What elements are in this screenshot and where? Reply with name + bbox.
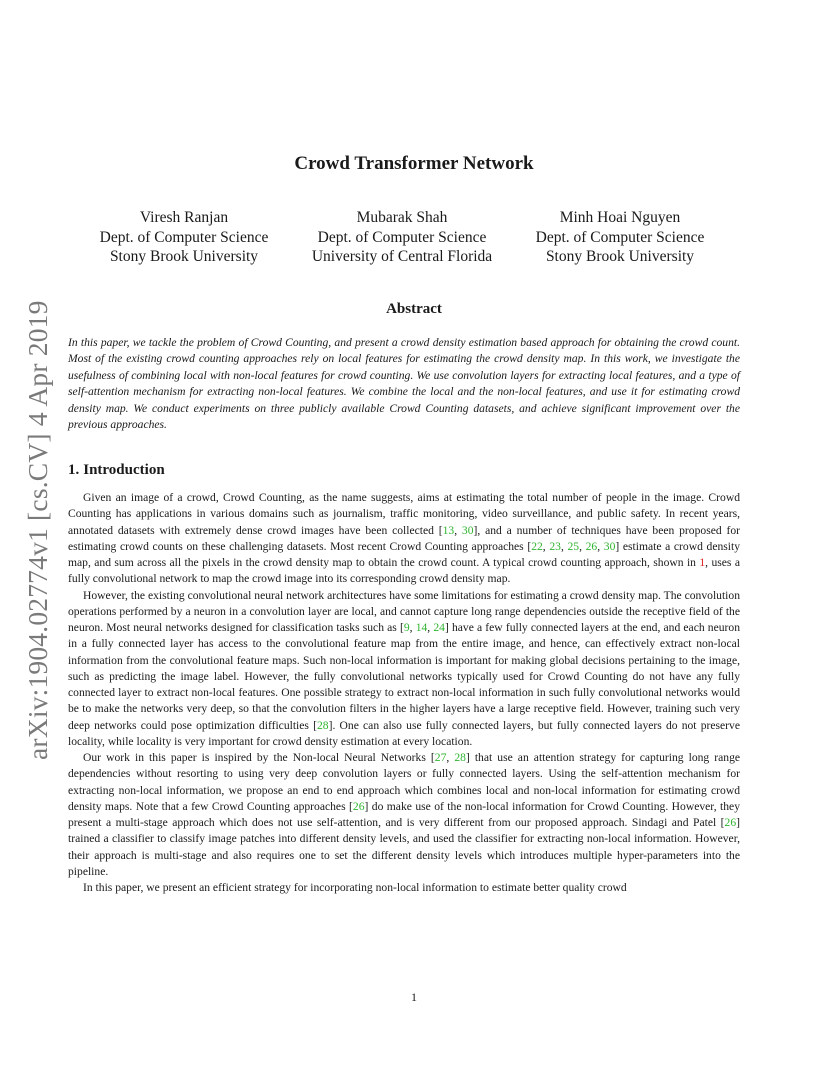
section-number: 1. (68, 462, 80, 478)
text-run: , uses a fully convolutional network to map the crowd image into its corresponding crowd density map. (68, 556, 740, 586)
author-name: Mubarak Shah (356, 209, 448, 226)
citation-link[interactable]: 26 (585, 539, 598, 553)
paragraph-3 (68, 750, 740, 880)
citation-link[interactable]: 9 (403, 621, 410, 634)
citation-link[interactable]: 23 (549, 539, 561, 553)
arxiv-identifier: arXiv:1904.02774v1 [cs.CV] 4 Apr 2019 (22, 300, 53, 760)
author-3 (504, 208, 736, 267)
text-run: , (560, 539, 568, 553)
paper-title: Crowd Transformer Network (294, 153, 534, 174)
text-run: , (597, 539, 604, 553)
text-run: ] estimate a crowd density map, and sum across all the pixels in the crowd density map to obtain the crowd count. A typical crowd counting approach, shown in (68, 539, 741, 569)
author-2 (286, 208, 518, 267)
paragraph-1 (68, 490, 740, 588)
citation-link[interactable]: 30 (603, 539, 616, 553)
citation-link[interactable]: 25 (567, 539, 580, 553)
author-dept: Dept. of Computer Science (535, 228, 705, 246)
text-run: , (409, 621, 416, 634)
citation-link[interactable]: 27 (434, 751, 447, 764)
introduction-body (68, 490, 740, 896)
text-run: However, the existing convolutional neural network architectures have some limitations for estimating a crowd density map. The convolution operations performed by a neuron in a convolution layer are local, and cannot capture long range dependencies outside the receptive field of the neuron. Most neural networks designed for classification tasks such as [ (68, 588, 740, 634)
text-run: ] have a few fully connected layers at the end, and each neuron in a fully connected layer has access to the convolutional feature map from the entire image, and hence, can effectively extract non-local information from the convolutional feature maps. Such non-local information is important for making global decisions pertaining to the image, such as predicting the image label. However, the fully convolutional networks typically used for Crowd Counting do not have any fully connected layer to extract non-local features. One possible strategy to extract non-local information in such fully convolutional networks would be to make the networks very deep, so that the convolution filters in the higher layers have a large receptive field. However, training such very deep networks could pose optimization difficulties [ (68, 621, 741, 732)
citation-link[interactable]: 26 (352, 799, 365, 813)
author-affiliation: Stony Brook University (109, 248, 259, 265)
text-run: , (446, 751, 455, 764)
citation-link[interactable]: 22 (531, 539, 543, 553)
author-dept: Dept. of Computer Science (317, 228, 487, 246)
paragraph-4 (68, 880, 740, 896)
page-number: 1 (411, 990, 417, 1004)
text-run: , (427, 621, 434, 634)
citation-link[interactable]: 28 (454, 751, 466, 764)
text-run: ], and a number of techniques have been proposed for estimating crowd counts on these challenging datasets. Most recent Crowd Counting approaches [ (68, 523, 740, 553)
section-heading (68, 462, 169, 479)
author-dept: Dept. of Computer Science (99, 228, 269, 246)
text-run: , (542, 539, 550, 553)
text-run: In this paper, we present an efficient strategy for incorporating non-local information to estimate better quality crowd (83, 881, 627, 894)
text-run: ] do make use of the non-local information for Crowd Counting. However, they present a multi-stage approach which does not use self-attention, and is very different from our proposed approach. Sindagi and Patel [ (68, 799, 740, 829)
text-run: , (579, 539, 586, 553)
citation-link[interactable]: 13 (442, 523, 455, 537)
citation-link[interactable]: 28 (316, 718, 329, 732)
citation-link[interactable]: 30 (461, 523, 474, 537)
figure-ref-link[interactable]: 1 (699, 556, 706, 569)
text-run: , (454, 523, 462, 537)
author-affiliation: University of Central Florida (311, 248, 493, 265)
citation-link[interactable]: 26 (724, 816, 737, 829)
text-run: Given an image of a crowd, Crowd Counting, as the name suggests, aims at estimating the total number of people in the image. Crowd Counting has applications in various domains such as journalism, traffic monitoring, video surveillance, and public safety. In recent years, annotated datasets with extremely dense crowd images have been collected [ (68, 491, 740, 537)
text-run: ] trained a classifier to classify image patches into different density levels, and used the classifier for extracting non-local information. However, their approach is multi-stage and also requires one to set the different density levels which introduces multiple hyper-parameters into the pipeline. (68, 816, 740, 878)
author-name: Viresh Ranjan (139, 209, 229, 226)
author-name: Minh Hoai Nguyen (559, 209, 681, 226)
citation-link[interactable]: 14 (415, 621, 428, 634)
abstract-heading: Abstract (386, 301, 442, 317)
author-affiliation: Stony Brook University (545, 248, 695, 265)
abstract-text: In this paper, we tackle the problem of Crowd Counting, and present a crowd density estimation based approach for obtaining the crowd count. Most of the existing crowd counting approaches rely on local features for estimating the crowd density map. In this work, we investigate the usefulness of combining local with non-local features for crowd counting. We use convolution layers for extracting local features, and a type of self-attention mechanism for extracting non-local features. We combine the local and the non-local features, and use it for estimating crowd density map. We conduct experiments on three publicly available Crowd Counting datasets, and achieve significant improvement over the previous approaches. (68, 336, 740, 432)
text-run: Our work in this paper is inspired by the Non-local Neural Networks [ (83, 751, 435, 764)
text-run: ] that use an attention strategy for capturing long range dependencies without resorting to using very deep convolution layers or fully connected layers. Using the self-attention mechanism for extracting non-local information, we propose an end to end approach which combines local and non-local information for estimating crowd density maps. Note that a few Crowd Counting approaches [ (68, 751, 741, 813)
text-run: ]. One can also use fully connected layers, but fully connected layers do not preserve locality, while locality is very important for crowd density estimation at every location. (68, 718, 740, 748)
section-title: Introduction (83, 462, 165, 478)
paragraph-2 (68, 588, 740, 751)
citation-link[interactable]: 24 (433, 621, 445, 634)
author-1 (68, 208, 300, 267)
